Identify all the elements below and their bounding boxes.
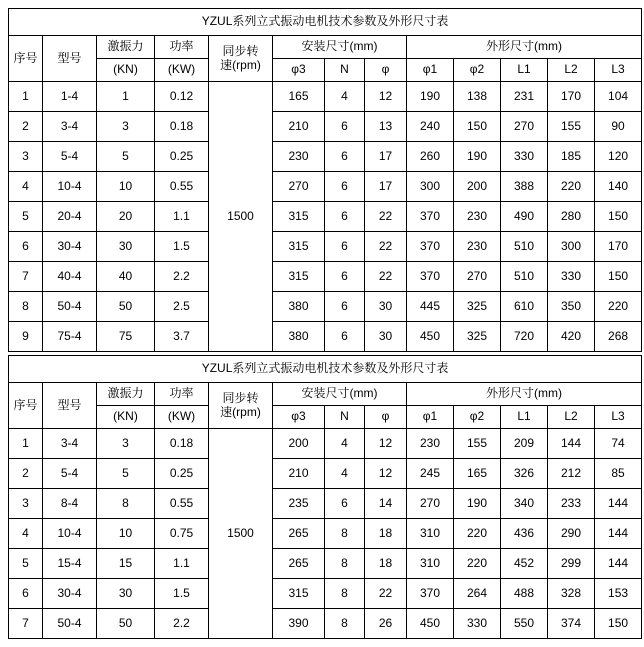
header-model: 型号 bbox=[43, 383, 97, 429]
cell-phi: 22 bbox=[365, 579, 407, 609]
cell-power: 2.2 bbox=[155, 609, 209, 639]
cell-l3: 150 bbox=[595, 202, 642, 232]
cell-l2: 280 bbox=[548, 202, 595, 232]
cell-l3: 170 bbox=[595, 232, 642, 262]
cell-force: 50 bbox=[97, 609, 155, 639]
cell-phi2: 165 bbox=[454, 459, 501, 489]
cell-power: 2.5 bbox=[155, 292, 209, 322]
cell-phi3: 390 bbox=[273, 609, 325, 639]
header-mount-group: 安装尺寸(mm) bbox=[273, 383, 407, 406]
header-force-unit: (KN) bbox=[97, 59, 155, 82]
cell-phi: 26 bbox=[365, 609, 407, 639]
cell-phi: 12 bbox=[365, 429, 407, 459]
cell-n: 8 bbox=[325, 609, 365, 639]
header-outline-group: 外形尺寸(mm) bbox=[407, 36, 642, 59]
cell-model: 20-4 bbox=[43, 202, 97, 232]
header-model: 型号 bbox=[43, 36, 97, 82]
cell-model: 5-4 bbox=[43, 459, 97, 489]
cell-index: 3 bbox=[9, 489, 43, 519]
cell-force: 30 bbox=[97, 232, 155, 262]
cell-phi: 22 bbox=[365, 262, 407, 292]
cell-n: 4 bbox=[325, 429, 365, 459]
cell-phi2: 150 bbox=[454, 112, 501, 142]
cell-force: 3 bbox=[97, 429, 155, 459]
cell-phi1: 310 bbox=[407, 549, 454, 579]
header-index: 序号 bbox=[9, 36, 43, 82]
table-row bbox=[9, 429, 642, 459]
cell-l3: 74 bbox=[595, 429, 642, 459]
cell-phi3: 165 bbox=[273, 82, 325, 112]
cell-force: 30 bbox=[97, 579, 155, 609]
cell-model: 3-4 bbox=[43, 429, 97, 459]
cell-phi3: 200 bbox=[273, 429, 325, 459]
cell-force: 10 bbox=[97, 519, 155, 549]
cell-phi2: 264 bbox=[454, 579, 501, 609]
cell-phi1: 445 bbox=[407, 292, 454, 322]
cell-l2: 328 bbox=[548, 579, 595, 609]
cell-phi2: 230 bbox=[454, 232, 501, 262]
cell-phi: 18 bbox=[365, 519, 407, 549]
table-row bbox=[9, 579, 642, 609]
cell-phi3: 210 bbox=[273, 112, 325, 142]
cell-n: 6 bbox=[325, 489, 365, 519]
cell-rpm: 1500 bbox=[209, 82, 273, 352]
cell-index: 8 bbox=[9, 292, 43, 322]
cell-l3: 268 bbox=[595, 322, 642, 352]
header-row-sub bbox=[9, 406, 642, 429]
header-mount-group: 安装尺寸(mm) bbox=[273, 36, 407, 59]
cell-l2: 185 bbox=[548, 142, 595, 172]
cell-model: 40-4 bbox=[43, 262, 97, 292]
cell-model: 75-4 bbox=[43, 322, 97, 352]
header-power-unit: (KW) bbox=[155, 59, 209, 82]
header-outline-group: 外形尺寸(mm) bbox=[407, 383, 642, 406]
cell-phi: 17 bbox=[365, 142, 407, 172]
cell-phi3: 270 bbox=[273, 172, 325, 202]
cell-n: 6 bbox=[325, 232, 365, 262]
header-n: N bbox=[325, 406, 365, 429]
header-rpm-line2: 速(rpm) bbox=[220, 404, 261, 419]
cell-force: 10 bbox=[97, 172, 155, 202]
cell-n: 8 bbox=[325, 519, 365, 549]
cell-power: 1.1 bbox=[155, 202, 209, 232]
cell-phi2: 330 bbox=[454, 609, 501, 639]
cell-phi1: 370 bbox=[407, 232, 454, 262]
table-row bbox=[9, 232, 642, 262]
cell-l1: 436 bbox=[501, 519, 548, 549]
cell-power: 1.1 bbox=[155, 549, 209, 579]
cell-phi: 13 bbox=[365, 112, 407, 142]
cell-index: 9 bbox=[9, 322, 43, 352]
cell-phi3: 380 bbox=[273, 322, 325, 352]
cell-l1: 326 bbox=[501, 459, 548, 489]
cell-power: 2.2 bbox=[155, 262, 209, 292]
cell-model: 50-4 bbox=[43, 609, 97, 639]
cell-l2: 220 bbox=[548, 172, 595, 202]
header-power-top: 功率 bbox=[155, 383, 209, 406]
cell-phi3: 265 bbox=[273, 549, 325, 579]
cell-phi2: 230 bbox=[454, 202, 501, 232]
header-phi3: φ3 bbox=[273, 406, 325, 429]
header-l3: L3 bbox=[595, 59, 642, 82]
cell-index: 3 bbox=[9, 142, 43, 172]
cell-l1: 209 bbox=[501, 429, 548, 459]
cell-index: 7 bbox=[9, 262, 43, 292]
header-rpm-line1: 同步转 bbox=[222, 390, 259, 405]
table-row bbox=[9, 459, 642, 489]
cell-l2: 212 bbox=[548, 459, 595, 489]
cell-power: 0.55 bbox=[155, 489, 209, 519]
cell-l2: 374 bbox=[548, 609, 595, 639]
header-n: N bbox=[325, 59, 365, 82]
cell-n: 6 bbox=[325, 142, 365, 172]
cell-phi: 12 bbox=[365, 459, 407, 489]
cell-l3: 220 bbox=[595, 292, 642, 322]
cell-l3: 120 bbox=[595, 142, 642, 172]
cell-phi: 14 bbox=[365, 489, 407, 519]
header-l1: L1 bbox=[501, 406, 548, 429]
cell-model: 8-4 bbox=[43, 489, 97, 519]
cell-phi: 22 bbox=[365, 232, 407, 262]
cell-force: 50 bbox=[97, 292, 155, 322]
cell-force: 75 bbox=[97, 322, 155, 352]
cell-l3: 90 bbox=[595, 112, 642, 142]
cell-force: 5 bbox=[97, 142, 155, 172]
header-l2: L2 bbox=[548, 59, 595, 82]
table-title: YZUL系列立式振动电机技术参数及外形尺寸表 bbox=[9, 356, 642, 383]
cell-l3: 144 bbox=[595, 549, 642, 579]
table-title: YZUL系列立式振动电机技术参数及外形尺寸表 bbox=[9, 9, 642, 36]
cell-model: 30-4 bbox=[43, 579, 97, 609]
table-row bbox=[9, 519, 642, 549]
table-row bbox=[9, 322, 642, 352]
cell-n: 6 bbox=[325, 112, 365, 142]
header-l2: L2 bbox=[548, 406, 595, 429]
cell-index: 5 bbox=[9, 549, 43, 579]
cell-phi2: 190 bbox=[454, 489, 501, 519]
cell-phi1: 450 bbox=[407, 322, 454, 352]
cell-power: 0.75 bbox=[155, 519, 209, 549]
cell-model: 30-4 bbox=[43, 232, 97, 262]
header-row-sub bbox=[9, 59, 642, 82]
cell-phi: 22 bbox=[365, 202, 407, 232]
header-force-top: 激振力 bbox=[97, 36, 155, 59]
cell-phi2: 270 bbox=[454, 262, 501, 292]
cell-l3: 140 bbox=[595, 172, 642, 202]
header-phi2: φ2 bbox=[454, 406, 501, 429]
cell-model: 3-4 bbox=[43, 112, 97, 142]
cell-power: 1.5 bbox=[155, 232, 209, 262]
cell-model: 50-4 bbox=[43, 292, 97, 322]
cell-power: 0.25 bbox=[155, 459, 209, 489]
cell-phi2: 220 bbox=[454, 519, 501, 549]
header-rpm-line2: 速(rpm) bbox=[220, 57, 261, 72]
cell-force: 1 bbox=[97, 82, 155, 112]
cell-l1: 388 bbox=[501, 172, 548, 202]
header-index: 序号 bbox=[9, 383, 43, 429]
cell-phi1: 240 bbox=[407, 112, 454, 142]
cell-phi1: 190 bbox=[407, 82, 454, 112]
cell-l2: 155 bbox=[548, 112, 595, 142]
cell-l1: 231 bbox=[501, 82, 548, 112]
table-row bbox=[9, 202, 642, 232]
header-phi2: φ2 bbox=[454, 59, 501, 82]
cell-n: 6 bbox=[325, 202, 365, 232]
cell-power: 0.25 bbox=[155, 142, 209, 172]
table-row bbox=[9, 172, 642, 202]
cell-index: 1 bbox=[9, 82, 43, 112]
cell-phi1: 245 bbox=[407, 459, 454, 489]
header-rpm bbox=[209, 36, 273, 82]
header-phi3: φ3 bbox=[273, 59, 325, 82]
cell-n: 8 bbox=[325, 579, 365, 609]
cell-force: 15 bbox=[97, 549, 155, 579]
cell-l1: 490 bbox=[501, 202, 548, 232]
header-phi: φ bbox=[365, 59, 407, 82]
cell-index: 5 bbox=[9, 202, 43, 232]
table-row bbox=[9, 142, 642, 172]
cell-phi2: 155 bbox=[454, 429, 501, 459]
cell-phi3: 315 bbox=[273, 579, 325, 609]
cell-l3: 144 bbox=[595, 489, 642, 519]
cell-model: 10-4 bbox=[43, 519, 97, 549]
cell-l3: 144 bbox=[595, 519, 642, 549]
cell-l2: 233 bbox=[548, 489, 595, 519]
cell-l2: 350 bbox=[548, 292, 595, 322]
cell-phi3: 315 bbox=[273, 232, 325, 262]
table-row bbox=[9, 262, 642, 292]
cell-power: 0.18 bbox=[155, 429, 209, 459]
header-phi1: φ1 bbox=[407, 59, 454, 82]
spec-table-2 bbox=[8, 355, 642, 639]
cell-l2: 299 bbox=[548, 549, 595, 579]
cell-index: 4 bbox=[9, 519, 43, 549]
cell-phi3: 315 bbox=[273, 262, 325, 292]
cell-l2: 300 bbox=[548, 232, 595, 262]
cell-n: 6 bbox=[325, 292, 365, 322]
cell-power: 0.18 bbox=[155, 112, 209, 142]
cell-force: 3 bbox=[97, 112, 155, 142]
cell-l1: 340 bbox=[501, 489, 548, 519]
cell-l1: 510 bbox=[501, 262, 548, 292]
cell-l1: 510 bbox=[501, 232, 548, 262]
cell-phi3: 265 bbox=[273, 519, 325, 549]
cell-phi1: 370 bbox=[407, 579, 454, 609]
cell-n: 6 bbox=[325, 262, 365, 292]
cell-force: 20 bbox=[97, 202, 155, 232]
cell-l3: 150 bbox=[595, 262, 642, 292]
table-title-row bbox=[9, 356, 642, 383]
cell-l3: 153 bbox=[595, 579, 642, 609]
cell-l1: 452 bbox=[501, 549, 548, 579]
cell-n: 8 bbox=[325, 549, 365, 579]
header-l1: L1 bbox=[501, 59, 548, 82]
table-row bbox=[9, 549, 642, 579]
cell-phi: 30 bbox=[365, 322, 407, 352]
cell-phi1: 300 bbox=[407, 172, 454, 202]
cell-phi1: 370 bbox=[407, 262, 454, 292]
spec-table-1 bbox=[8, 8, 642, 352]
cell-phi2: 325 bbox=[454, 322, 501, 352]
cell-l2: 330 bbox=[548, 262, 595, 292]
header-phi1: φ1 bbox=[407, 406, 454, 429]
cell-n: 6 bbox=[325, 322, 365, 352]
cell-n: 4 bbox=[325, 459, 365, 489]
cell-l2: 144 bbox=[548, 429, 595, 459]
table-title-row bbox=[9, 9, 642, 36]
cell-l3: 104 bbox=[595, 82, 642, 112]
cell-index: 6 bbox=[9, 232, 43, 262]
cell-force: 5 bbox=[97, 459, 155, 489]
cell-model: 10-4 bbox=[43, 172, 97, 202]
cell-phi2: 190 bbox=[454, 142, 501, 172]
cell-phi3: 380 bbox=[273, 292, 325, 322]
table-row bbox=[9, 292, 642, 322]
cell-phi3: 315 bbox=[273, 202, 325, 232]
cell-l3: 85 bbox=[595, 459, 642, 489]
cell-model: 15-4 bbox=[43, 549, 97, 579]
cell-phi1: 270 bbox=[407, 489, 454, 519]
cell-index: 2 bbox=[9, 459, 43, 489]
table-row bbox=[9, 489, 642, 519]
header-rpm bbox=[209, 383, 273, 429]
table-row bbox=[9, 609, 642, 639]
cell-rpm: 1500 bbox=[209, 429, 273, 639]
cell-phi1: 370 bbox=[407, 202, 454, 232]
cell-l1: 550 bbox=[501, 609, 548, 639]
cell-l2: 170 bbox=[548, 82, 595, 112]
cell-power: 0.12 bbox=[155, 82, 209, 112]
cell-phi: 18 bbox=[365, 549, 407, 579]
cell-n: 4 bbox=[325, 82, 365, 112]
cell-index: 2 bbox=[9, 112, 43, 142]
header-rpm-line1: 同步转 bbox=[222, 43, 259, 58]
table-row bbox=[9, 82, 642, 112]
cell-l1: 270 bbox=[501, 112, 548, 142]
cell-phi2: 200 bbox=[454, 172, 501, 202]
cell-l1: 610 bbox=[501, 292, 548, 322]
cell-index: 1 bbox=[9, 429, 43, 459]
cell-phi2: 325 bbox=[454, 292, 501, 322]
header-force-unit: (KN) bbox=[97, 406, 155, 429]
cell-l3: 150 bbox=[595, 609, 642, 639]
header-power-top: 功率 bbox=[155, 36, 209, 59]
cell-phi: 17 bbox=[365, 172, 407, 202]
cell-phi1: 260 bbox=[407, 142, 454, 172]
header-row-top bbox=[9, 36, 642, 59]
cell-phi2: 138 bbox=[454, 82, 501, 112]
header-l3: L3 bbox=[595, 406, 642, 429]
cell-phi: 30 bbox=[365, 292, 407, 322]
cell-power: 1.5 bbox=[155, 579, 209, 609]
cell-phi3: 230 bbox=[273, 142, 325, 172]
cell-phi2: 220 bbox=[454, 549, 501, 579]
cell-index: 6 bbox=[9, 579, 43, 609]
cell-n: 6 bbox=[325, 172, 365, 202]
cell-power: 3.7 bbox=[155, 322, 209, 352]
cell-force: 8 bbox=[97, 489, 155, 519]
cell-model: 5-4 bbox=[43, 142, 97, 172]
cell-l1: 488 bbox=[501, 579, 548, 609]
cell-phi3: 210 bbox=[273, 459, 325, 489]
cell-phi1: 230 bbox=[407, 429, 454, 459]
header-power-unit: (KW) bbox=[155, 406, 209, 429]
cell-l1: 330 bbox=[501, 142, 548, 172]
cell-phi3: 235 bbox=[273, 489, 325, 519]
table-row bbox=[9, 112, 642, 142]
cell-power: 0.55 bbox=[155, 172, 209, 202]
cell-l2: 290 bbox=[548, 519, 595, 549]
cell-l1: 720 bbox=[501, 322, 548, 352]
cell-phi1: 450 bbox=[407, 609, 454, 639]
cell-phi: 12 bbox=[365, 82, 407, 112]
cell-index: 7 bbox=[9, 609, 43, 639]
header-row-top bbox=[9, 383, 642, 406]
cell-index: 4 bbox=[9, 172, 43, 202]
header-phi: φ bbox=[365, 406, 407, 429]
cell-force: 40 bbox=[97, 262, 155, 292]
cell-l2: 420 bbox=[548, 322, 595, 352]
cell-model: 1-4 bbox=[43, 82, 97, 112]
header-force-top: 激振力 bbox=[97, 383, 155, 406]
cell-phi1: 310 bbox=[407, 519, 454, 549]
